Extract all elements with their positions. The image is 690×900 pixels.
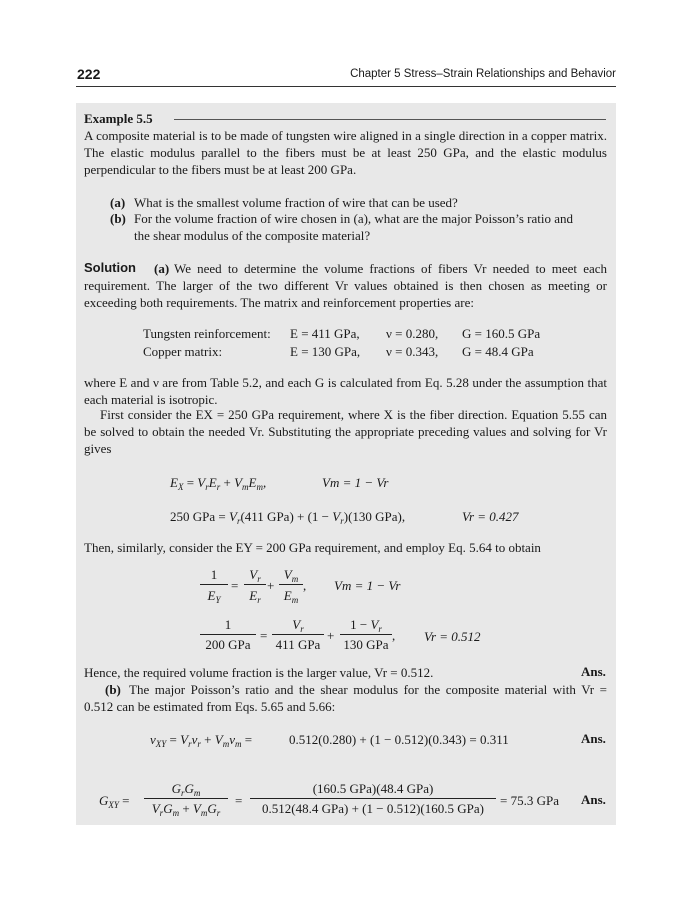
eq4-t1-den: 411 GPa [275, 637, 321, 652]
first-consider-text: First consider the EX = 250 GPa requirement, where X is the fiber direction. Equation 5.55 can be solved to obtain the needed Vr. Substituting the appropriate preceding values and solving for Vr gives [84, 407, 607, 456]
eq4-result: Vr = 0.512 [424, 629, 481, 644]
question-a-label: (a) [110, 195, 126, 210]
question-b-text: For the volume fraction of wire chosen in (a), what are the major Poisson’s ratio and [134, 211, 573, 226]
prop-copper-g: G = 48.4 GPa [462, 344, 534, 359]
part-a-label: (a) [154, 261, 170, 276]
gxy-equals: = [235, 793, 243, 808]
prop-tungsten-nu: ν = 0.280, [386, 326, 439, 341]
eq3-lhs-den: $E_Y$ [207, 588, 221, 605]
nu-xy-result: 0.512(0.280) + (1 − 0.512)(0.343) = 0.311 [289, 732, 509, 747]
header-rule [76, 86, 616, 87]
eq3-t1-den: $E_r$ [249, 588, 261, 605]
gxy-numerator: (160.5 GPa)(48.4 GPa) [312, 781, 434, 796]
example-statement: A composite material is to be made of tungsten wire aligned in a single direction in a copper matrix. The elastic modulus parallel to the fibers must be at least 250 GPa, and the elastic modulus perpendicular to the fibers must be at least 200 GPa. [84, 128, 607, 177]
gxy-denominator: 0.512(48.4 GPa) + (1 − 0.512)(160.5 GPa) [262, 801, 484, 816]
prop-copper-name: Copper matrix: [143, 344, 223, 359]
eq4-plus: + [327, 628, 335, 643]
solution-intro: We need to determine the volume fractions of fibers Vr needed to meet each requirement. The larger of the two different Vr values obtained is then chosen as meeting or exceeding both requirements. The matrix and reinforcement properties are: [84, 261, 607, 310]
eq3-plus: + [267, 578, 275, 593]
eq3-equals: = [231, 578, 239, 593]
eq3-t1-num: $V_r$ [249, 567, 261, 584]
part-b-label: (b) [105, 682, 121, 697]
prop-copper-nu: ν = 0.343, [386, 344, 439, 359]
eq4-t1-bar [272, 634, 324, 635]
gxy-fraction-bar [250, 798, 496, 799]
prop-tungsten-e: E = 411 GPa, [290, 326, 360, 341]
eq3-lhs-num: 1 [210, 567, 218, 582]
eq2-substitution: 250 GPa = $V_r(411$ $GPa) + (1 - V_r)(130$ GPa), [170, 509, 406, 526]
eq3-t1-bar [244, 584, 266, 585]
eq4-lhs-den: 200 GPa [205, 637, 251, 652]
eq3-lhs-bar [200, 584, 228, 585]
hence-text: Hence, the required volume fraction is the larger value, Vr = 0.512. [84, 665, 434, 680]
answer-a-label: Ans. [581, 664, 606, 679]
question-b-label: (b) [110, 211, 126, 226]
prop-tungsten-g: G = 160.5 GPa [462, 326, 541, 341]
part-b-text: The major Poisson’s ratio and the shear modulus for the composite material with Vr = 0.512 can be estimated from Eqs. 5.65 and 5.66: [84, 682, 607, 714]
eq4-lhs-bar [200, 634, 256, 635]
eq1-vm: Vm = 1 − Vr [322, 475, 389, 490]
prop-copper-e: E = 130 GPa, [290, 344, 361, 359]
nu-xy-lhs: $\nu_{XY} = V_r\nu_r + V_m\nu_m$ = [150, 732, 253, 749]
question-b-text-2: the shear modulus of the composite material? [134, 228, 371, 243]
eq4-comma: , [392, 628, 396, 643]
example-title: Example 5.5 [84, 111, 153, 126]
eq4-t2-bar [340, 634, 392, 635]
eq3-t2-den: $E_m$ [283, 588, 299, 605]
gxy-result: = 75.3 GPa [500, 793, 559, 808]
answer-nu-label: Ans. [581, 731, 606, 746]
chapter-title: Chapter 5 Stress–Strain Relationships and Behavior [350, 68, 616, 80]
gxy-formula-bar [144, 798, 228, 799]
question-a-text: What is the smallest volume fraction of wire that can be used? [134, 195, 458, 210]
prop-tungsten-name: Tungsten reinforcement: [143, 326, 271, 341]
answer-gxy-label: Ans. [581, 792, 606, 807]
gxy-formula-den: $V_rG_m + V_mG_r$ [151, 801, 221, 818]
eq3-comma: , [303, 578, 307, 593]
eq4-lhs-num: 1 [224, 617, 232, 632]
where-text: where E and ν are from Table 5.2, and each G is calculated from Eq. 5.28 under the assumption that each material is isotropic. [84, 375, 607, 407]
eq3-vm: Vm = 1 − Vr [334, 578, 401, 593]
gxy-lhs: $G_{XY}$ = [99, 793, 130, 810]
page-number: 222 [77, 66, 101, 82]
solution-heading: Solution [84, 260, 136, 275]
eq3-t2-num: $V_m$ [283, 567, 299, 584]
eq4-equals: = [260, 628, 268, 643]
eq1-ex: $E_X = V_rE_r + V_mE_m$, [170, 475, 267, 492]
eq2-result: Vr = 0.427 [462, 509, 519, 524]
example-title-rule [174, 119, 606, 120]
eq4-t2-den: 130 GPa [343, 637, 389, 652]
eq4-t1-num: $V_r$ [292, 617, 304, 634]
eq3-t2-bar [279, 584, 303, 585]
gxy-formula-num: $G_rG_m$ [171, 781, 201, 798]
eq4-t2-num: $1 - V_r$ [350, 617, 382, 634]
then-text: Then, similarly, consider the EY = 200 GPa requirement, and employ Eq. 5.64 to obtain [84, 540, 541, 555]
